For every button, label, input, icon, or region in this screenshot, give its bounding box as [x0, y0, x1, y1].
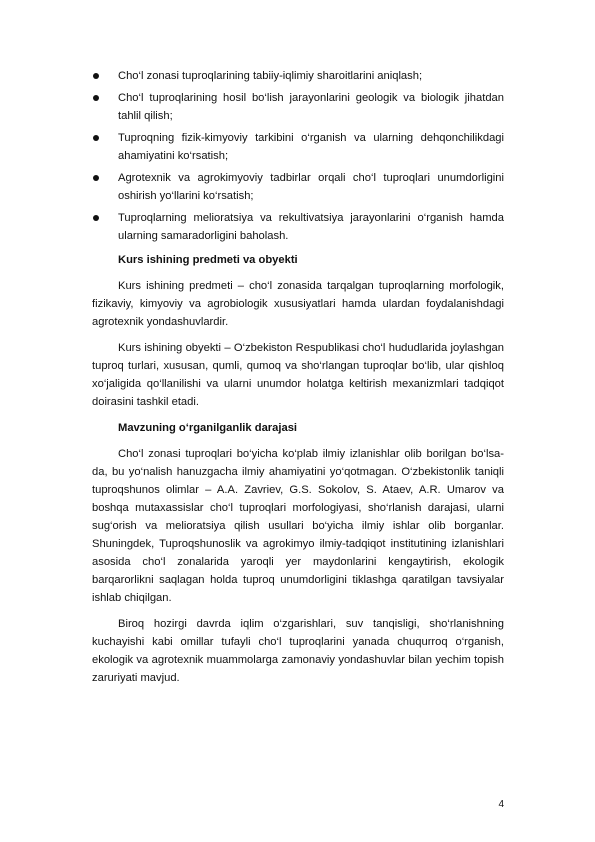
list-item	[92, 89, 504, 125]
bullet-icon	[93, 95, 99, 101]
bullet-icon	[93, 73, 99, 79]
list-item-text: Tuproqning fizik-kimyoviy tarkibini o‘rganish va ularning dehqonchilikdagi ahamiyatini ko‘rsatish;	[118, 132, 504, 162]
bullet-icon	[93, 215, 99, 221]
paragraph-object: Kurs ishining obyekti – O‘zbekiston Respublikasi cho‘l hududlarida joylashgan tuproq turlari, xususan, qumli, qumoq va sho‘rlangan tuproqlar bo‘lib, ular qishloq xo‘jaligida qo‘llanilishi va ularni unumdor holatga keltirish mexanizmlari tadqiqot doirasini tashkil etadi.	[92, 342, 504, 408]
list-item	[92, 67, 504, 85]
bullet-icon	[93, 175, 99, 181]
list-item	[92, 169, 504, 205]
paragraph-study-level: Cho‘l zonasi tuproqlari bo‘yicha ko‘plab ilmiy izlanishlar olib borilgan bo‘lsa-da, bu yo‘nalish hanuzgacha ilmiy ahamiyatini yo‘qotmagan. O‘zbekistonlik taniqli tuproqshunos olimlar – A.A. Zavriev, G.S. Sokolov, S. Ataev, A.R. Umarov va boshqa mutaxassislar cho‘l tuproqlari morfologiyasi, sho‘rlanish darajasi, ularni sug‘orish va melioratsiya qilish usullari bo‘yicha ilmiy ishlar olib borganlar. Shuningdek, Tuproqshunoslik va agrokimyo ilmiy-tadqiqot institutining izlanishlari asosida cho‘l zonalarida yaroqli yer maydonlarini kengaytirish, ekologik barqarorlikni saqlagan holda tuproq unumdorligini tiklashga qaratilgan tavsiyalar ishlab chiqilgan.	[92, 448, 504, 604]
list-item-text: Cho‘l tuproqlarining hosil bo‘lish jarayonlarini geologik va biologik jihatdan tahlil qilish;	[118, 92, 504, 122]
section-heading-study-level: Mavzuning o‘rganilganlik darajasi	[118, 422, 298, 434]
page-content	[92, 67, 504, 695]
list-item	[92, 209, 504, 245]
page-number: 4	[498, 799, 504, 810]
bullet-icon	[93, 135, 99, 141]
paragraph-subject: Kurs ishining predmeti – cho‘l zonasida tarqalgan tuproqlarning morfologik, fizikaviy, kimyoviy va agrobiologik xususiyatlari hamda ulardan foydalanishdagi agrotexnik yondashuvlardir.	[92, 280, 504, 328]
list-item-text: Cho‘l zonasi tuproqlarining tabiiy-iqlimiy sharoitlarini aniqlash;	[118, 70, 423, 82]
section-heading-subject-object: Kurs ishining predmeti va obyekti	[118, 254, 298, 266]
list-item-text: Agrotexnik va agrokimyoviy tadbirlar orqali cho‘l tuproqlari unumdorligini oshirish yo‘llarini ko‘rsatish;	[118, 172, 504, 202]
objectives-list	[92, 67, 504, 245]
paragraph-current-need: Biroq hozirgi davrda iqlim o‘zgarishlari, suv tanqisligi, sho‘rlanishning kuchayishi kabi omillar tufayli cho‘l tuproqlarini yanada chuqurroq o‘rganish, ekologik va agrotexnik muammolarga zamonaviy yondashuvlar bilan yechim topish zaruriyati mavjud.	[92, 618, 504, 684]
list-item	[92, 129, 504, 165]
list-item-text: Tuproqlarning melioratsiya va rekultivatsiya jarayonlarini o‘rganish hamda ularning samaradorligini baholash.	[118, 212, 504, 242]
